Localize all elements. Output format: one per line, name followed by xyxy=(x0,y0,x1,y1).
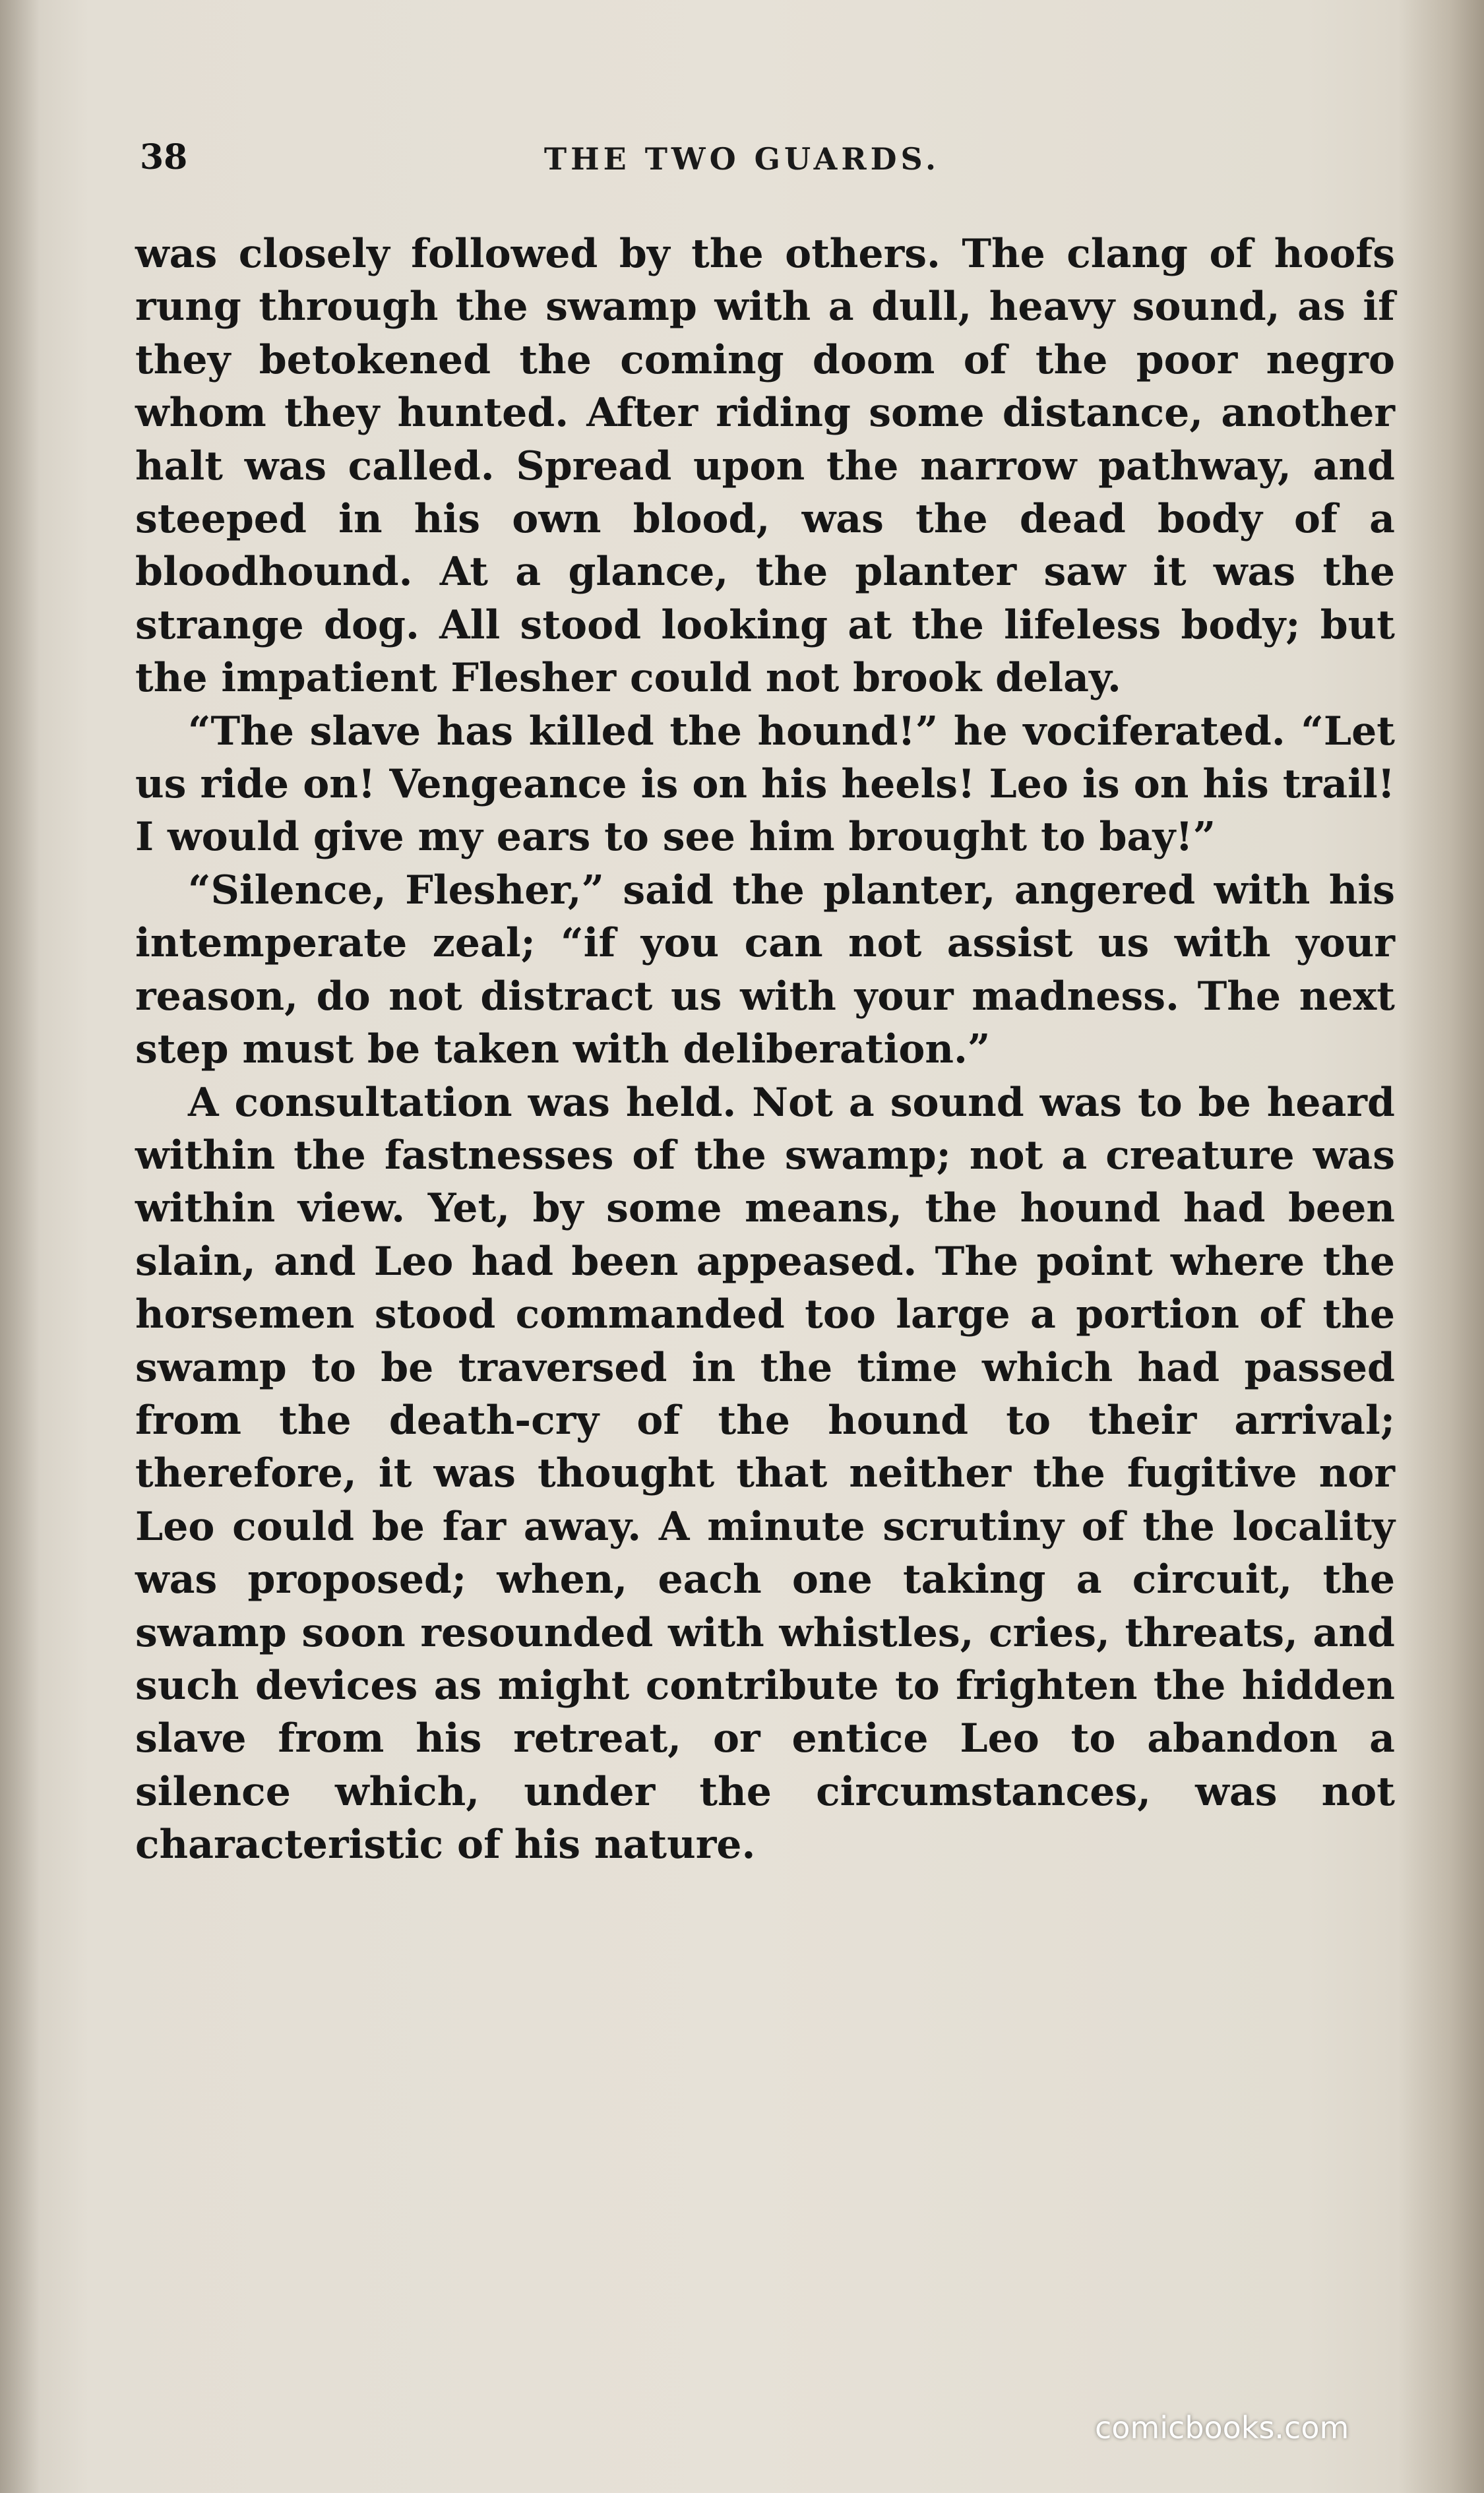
watermark: comicbooks.com xyxy=(1095,2410,1349,2446)
page-number: 38 xyxy=(140,137,188,177)
running-head: THE TWO GUARDS. xyxy=(543,141,941,177)
paragraph-4: A consultation was held. Not a sound was to be heard within the fastnesses of the swamp; not a creature was within view. Yet, by some means, the hound had been slain, and Leo had been appeased. The point where the horsemen stood commanded too large a portion of the swamp to be traversed in the time which had passed from the death-cry of the hound to their arrival; therefore, it was thought that neither the fugitive nor Leo could be far away. A minute scrutiny of the locality was proposed; when, each one taking a circuit, the swamp soon resounded with whistles, cries, threats, and such devices as might contribute to frighten the hidden slave from his retreat, or entice Leo to abandon a silence which, under the circumstances, was not characteristic of his nature. xyxy=(135,1079,1395,1868)
page-edge-shadow xyxy=(1398,0,1484,2493)
page-gutter-shadow xyxy=(0,0,40,2493)
body-text xyxy=(135,228,1395,1872)
paragraph-2: “The slave has killed the hound!” he vociferated. “Let us ride on! Vengeance is on his heels! Leo is on his trail! I would give my ears to see him brought to bay!” xyxy=(135,708,1395,861)
paragraph-3: “Silence, Flesher,” said the planter, angered with his intemperate zeal; “if you can not assist us with your reason, do not distract us with your madness. The next step must be taken with deliberation.” xyxy=(135,867,1395,1073)
paragraph-1: was closely followed by the others. The clang of hoofs rung through the swamp with a dull, heavy sound, as if they betokened the coming doom of the poor negro whom they hunted. After riding some distance, another halt was called. Spread upon the narrow pathway, and steeped in his own blood, was the dead body of a bloodhound. At a glance, the planter saw it was the strange dog. All stood looking at the lifeless body; but the impatient Flesher could not brook delay. xyxy=(135,231,1395,702)
